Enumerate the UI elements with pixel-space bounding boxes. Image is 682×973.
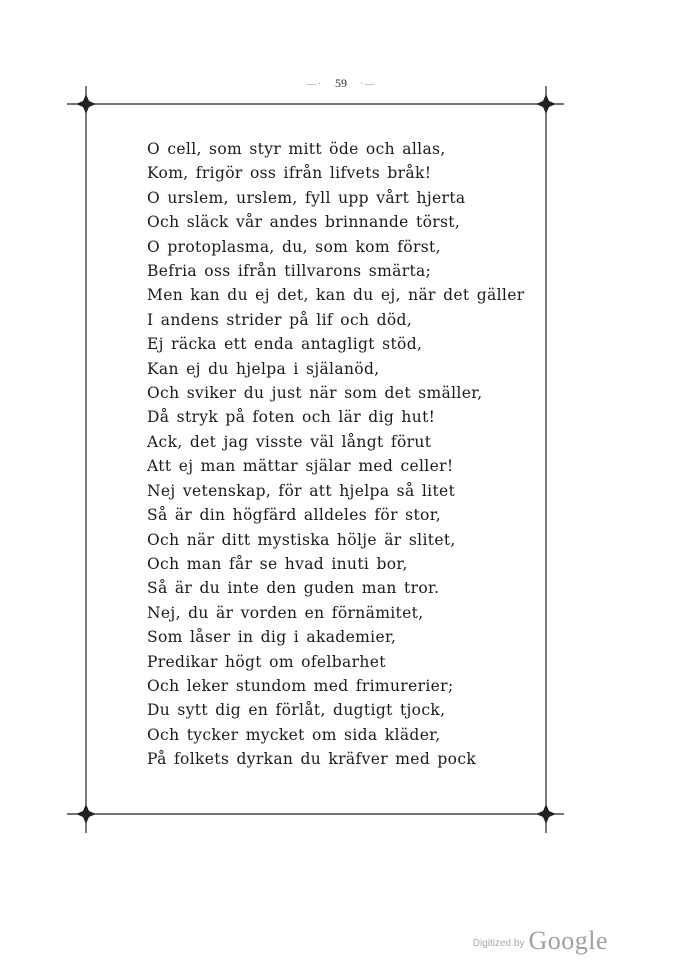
poem-line: O protoplasma, du, som kom först, (147, 237, 441, 256)
poem-line: Då stryk på foten och lär dig hut! (147, 408, 436, 427)
poem-line: Du sytt dig en förlåt, dugtigt tjock, (147, 701, 446, 720)
poem-line: O cell, som styr mitt öde och allas, (147, 140, 446, 158)
corner-ornament-top-left (76, 94, 96, 114)
corner-ornament-bottom-right (536, 804, 556, 824)
poem-line: Så är du inte den guden man tror. (147, 579, 440, 598)
poem-text (147, 137, 525, 772)
poem-line: Ack, det jag visste väl långt förut (147, 432, 432, 451)
poem-line: Och sviker du just när som det smäller, (147, 384, 483, 403)
poem-line: Kan ej du hjelpa i själanöd, (147, 359, 380, 378)
poem-line: Och tycker mycket om sida kläder, (147, 725, 441, 744)
poem-line: Kom, frigör oss ifrån lifvets bråk! (147, 164, 432, 183)
poem-line: Att ej man mättar själar med celler! (147, 457, 454, 476)
poem-line: I andens strider på lif och död, (147, 310, 413, 329)
watermark-prefix: Digitized by (472, 938, 525, 949)
watermark-brand: Google (528, 926, 608, 955)
poem-line: Nej vetenskap, för att hjelpa så litet (147, 481, 456, 500)
poem-line: Och när ditt mystiska hölje är slitet, (147, 530, 456, 549)
poem-line: Predikar högt om ofelbarhet (147, 652, 386, 671)
digitized-by-google-watermark (473, 926, 608, 956)
header-dash-left: —· (306, 79, 322, 90)
poem-line: Nej, du är vorden en förnämitet, (147, 603, 424, 622)
poem-line: Men kan du ej det, kan du ej, när det gäller (147, 286, 525, 305)
poem-line: På folkets dyrkan du kräfver med pock (147, 750, 477, 769)
header-dash-right: ·— (360, 79, 376, 90)
page-number: 59 (335, 76, 347, 90)
poem-line: Som låser in dig i akademier, (147, 628, 397, 647)
corner-ornament-top-right (536, 94, 556, 114)
poem-line: Så är din högfärd alldeles för stor, (147, 506, 442, 525)
corner-ornament-bottom-left (76, 804, 96, 824)
poem-line: Och leker stundom med frimurerier; (147, 676, 454, 695)
poem-line: O urslem, urslem, fyll upp vårt hjerta (147, 188, 466, 207)
poem-line: Och man får se hvad inuti bor, (147, 554, 408, 573)
poem-line: Och släck vår andes brinnande törst, (147, 213, 461, 232)
poem-line: Befria oss ifrån tillvarons smärta; (147, 262, 432, 281)
poem-line: Ej räcka ett enda antagligt stöd, (147, 335, 423, 354)
